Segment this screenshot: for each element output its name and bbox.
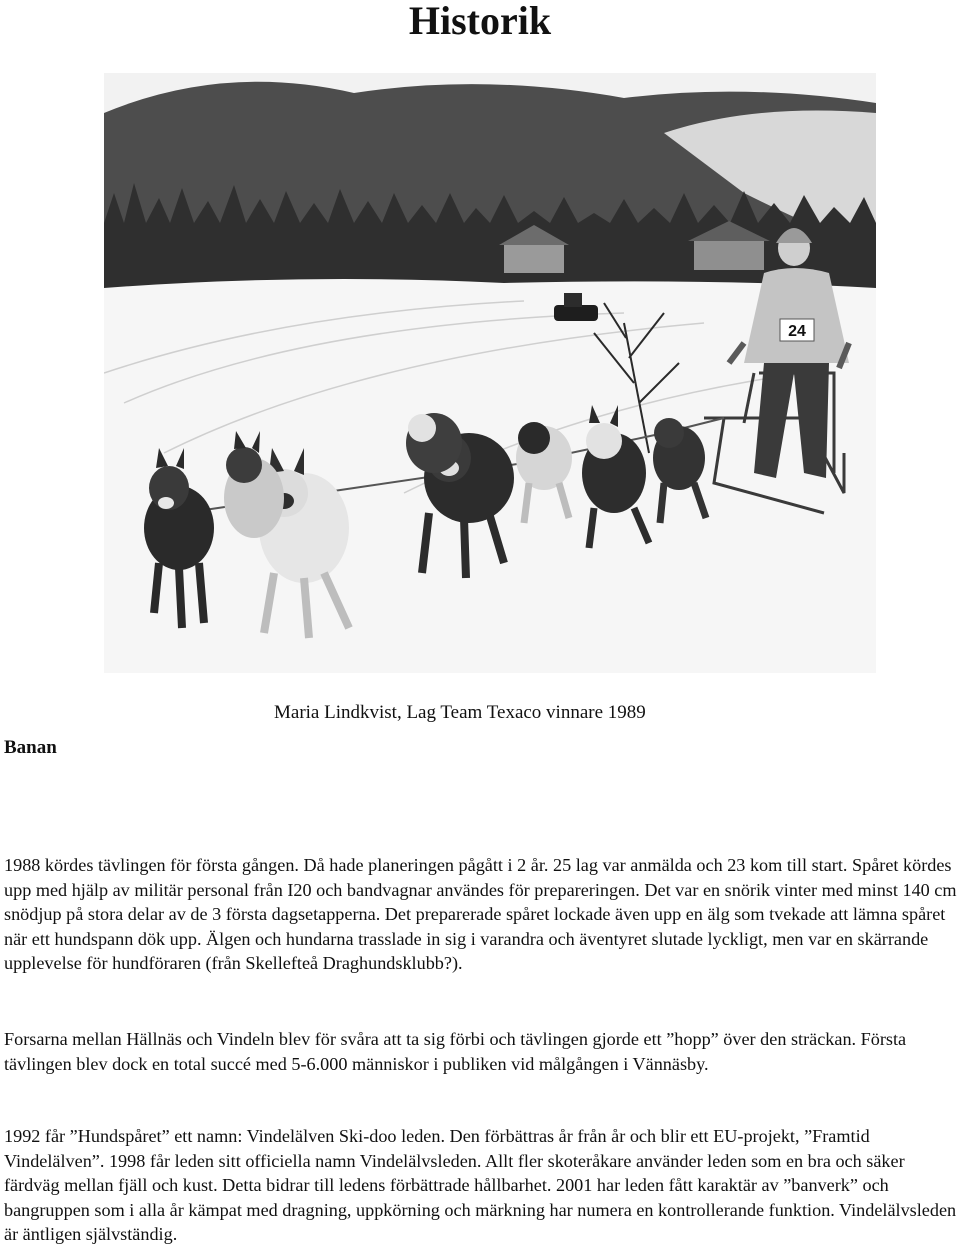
body-paragraph: 1988 kördes tävlingen för första gången. Då hade planeringen pågått i 2 år. 25 lag var anmälda och 23 kom till start. Spåret kördes upp med hjälp av militär personal från I20 och bandvagnar användes för prepareringen. Det var en snörik vinter med minst 140 cm snödjup på stora delar av de 3 första dagsetapperna. Det preparerade spåret lockade även upp en älg som tvekade att lämna spåret när ett hundspann dök upp. Älgen och hundarna trasslade in sig i varandra och äventyret slutade lyckligt, men var en skärrande upplevelse för hundföraren (från Skellefteå Draghundsklubb?). [4,855,957,974]
section-heading: Banan [4,737,57,758]
bib-number: 24 [788,323,806,340]
body-paragraph: Forsarna mellan Hällnäs och Vindeln blev för svåra att ta sig förbi och tävlingen gjorde ett ”hopp” över den sträckan. Första tävlingen blev dock en total succé med 5-6.000 människor i publiken vid målgången i Vännäsby. [4,1029,907,1074]
photo-caption: Maria Lindkvist, Lag Team Texaco vinnare 1989 [274,702,646,723]
page-title: Historik [408,0,552,43]
dog [406,413,462,473]
body-paragraph: 1992 får ”Hundspåret” ett namn: Vindelälven Ski-doo leden. Den förbättras år från år och blir ett EU-projekt, ”Framtid Vindelälven”. 1998 får leden sitt officiella namn Vindelälvsleden. Allt fler skoteråkare använder leden som en bra och säker färdväg mellan fjäll och kust. Detta bidrar till ledens förbättrade hållbarhet. 2001 har leden fått karaktär av ”banverk” och bangruppen som i alla år kämpat med dragning, uppkörning och märkning har numera en kontrollerande funktion. Vindelälvsleden är äntligen självständig. [4,1126,957,1245]
sled-dog-photo [104,73,876,673]
